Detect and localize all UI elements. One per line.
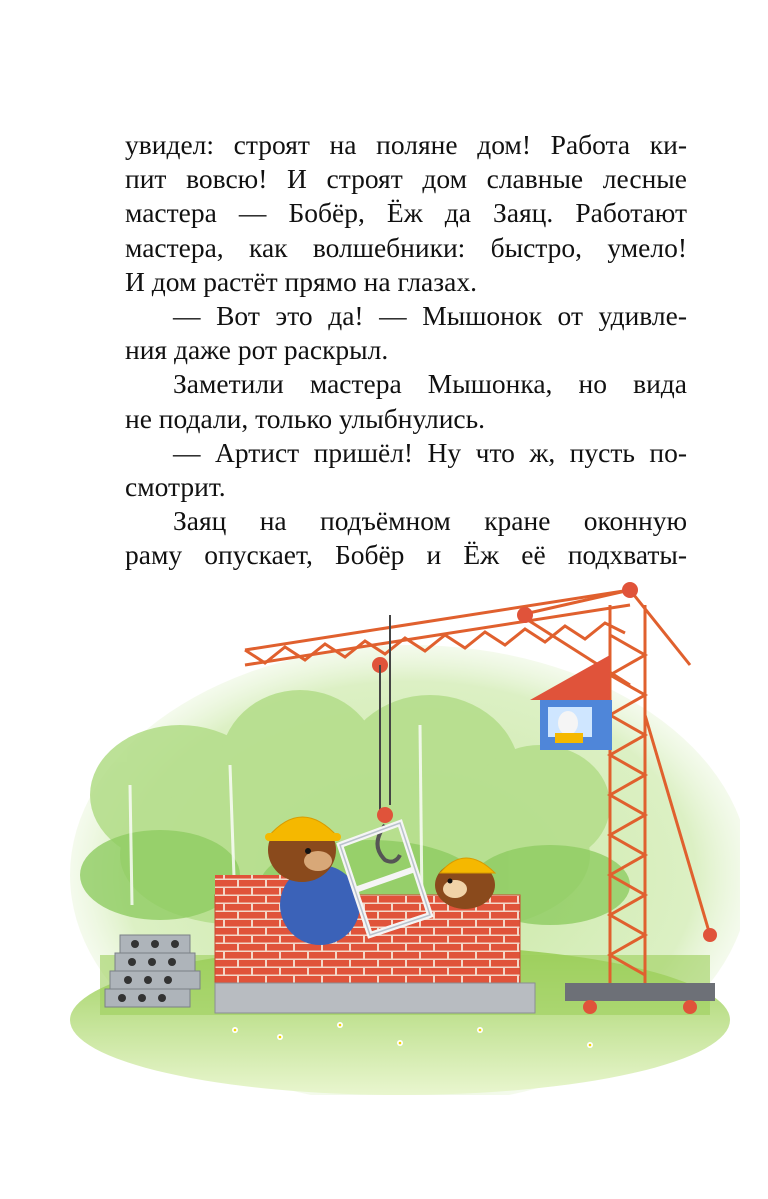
text-line: мастера, как волшебники: быстро, умело! — [125, 231, 687, 263]
text-line: — Артист пришёл! Ну что ж, пусть по- — [173, 436, 687, 468]
text-line: — Вот это да! — Мышонок от удивле- — [173, 299, 687, 331]
text-line: не подали, только улыбнулись. — [125, 402, 486, 434]
construction-illustration — [70, 575, 740, 1095]
construction-scene-icon — [70, 575, 740, 1095]
text-line: пит вовсю! И строят дом славные лесные — [125, 163, 687, 195]
text-line: смотрит. — [125, 470, 226, 502]
text-line: И дом растёт прямо на глазах. — [125, 265, 477, 297]
text-line: ния даже рот раскрыл. — [125, 334, 389, 366]
text-line: Заяц на подъёмном кране оконную — [173, 505, 687, 537]
text-line: Заметили мастера Мышонка, но вида — [173, 368, 687, 400]
story-text — [125, 128, 687, 572]
text-line: увидел: строят на поляне дом! Работа ки- — [125, 129, 687, 160]
text-line: раму опускает, Бобёр и Ёж её подхваты- — [125, 539, 687, 571]
text-line: мастера — Бобёр, Ёж да Заяц. Работают — [125, 197, 687, 229]
